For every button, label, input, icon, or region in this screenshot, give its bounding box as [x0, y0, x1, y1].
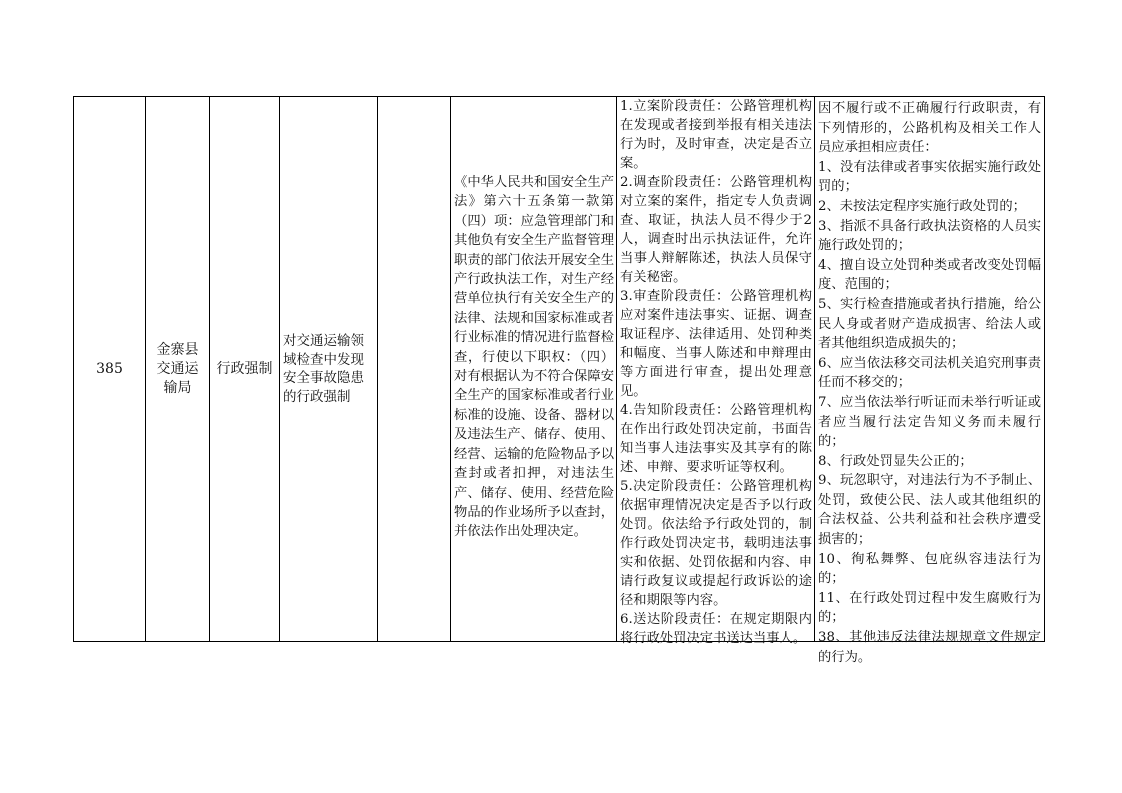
responsibility-item: 2.调查阶段责任：公路管理机构对立案的案件，指定专人负责调查、取证，执法人员不得少于2人，调查时出示执法证件，允许当事人辩解陈述，执法人员保守有关秘密。: [620, 175, 812, 285]
responsibility-cell: [617, 97, 815, 646]
item-name-cell: [280, 97, 378, 641]
accountability-item: 10、徇私舞弊、包庇纵容违法行为的；: [818, 551, 1041, 587]
accountability-item: 3、指派不具备行政执法资格的人员实施行政处罚的；: [818, 218, 1041, 254]
item-name: 对交通运输领域检查中发现安全事故隐患的行政强制: [283, 333, 364, 405]
power-type: 行政强制: [216, 360, 273, 377]
accountability-item: 2、未按法定程序实施行政处罚的；: [818, 198, 1026, 214]
responsibility-item: 4.告知阶段责任：公路管理机构在作出行政处罚决定前，书面告知当事人违法事实及其享有的陈述、申辩、要求听证等权利。: [620, 403, 812, 475]
accountability-item: 4、擅自设立处罚种类或者改变处罚幅度、范围的；: [818, 257, 1041, 293]
department-name: 金寨县交通运输局: [156, 341, 199, 396]
accountability-item: 38、其他违反法律法规规章文件规定的行为。: [818, 630, 1041, 665]
row-number: 385: [96, 360, 123, 377]
accountability-list: [815, 97, 1044, 667]
power-list-table: [73, 96, 1045, 665]
department-cell: [146, 97, 210, 641]
responsibility-item: 6.送达阶段责任：在规定期限内将行政处罚决定书送达当事人。: [620, 612, 812, 646]
responsibility-item: 1.立案阶段责任：公路管理机构在发现或者接到举报有相关违法行为时，及时审查，决定是否立案。: [620, 99, 812, 171]
legal-basis-cell: [451, 97, 617, 641]
responsibility-item: 3.审查阶段责任：公路管理机构应对案件违法事实、证据、调查取证程序、法律适用、处罚种类和幅度、当事人陈述和申辩理由等方面进行审查，提出处理意见。: [620, 289, 812, 399]
responsibility-list: [617, 97, 814, 648]
power-type-cell: [210, 97, 280, 641]
legal-basis-text: 《中华人民共和国安全生产法》第六十五条第一款第（四）项：应急管理部门和其他负有安全生产监督管理职责的部门依法开展安全生产行政执法工作，对生产经营单位执行有关安全生产的法律、法规和国家标准或者行业标准的情况进行监督检查，行使以下职权：（四）对有根据认为不符合保障安全生产的国家标准或者行业标准的设施、设备、器材以及违法生产、储存、使用、经营、运输的危险物品予以查封或者扣押，对违法生产、储存、使用、经营危险物品的作业场所予以查封，并依法作出处理决定。: [454, 175, 614, 540]
accountability-item: 11、在行政处罚过程中发生腐败行为的；: [818, 590, 1041, 626]
accountability-intro: 因不履行或不正确履行行政职责，有下列情形的，公路机构及相关工作人员应承担相应责任：: [818, 101, 1041, 156]
accountability-item: 6、应当依法移交司法机关追究刑事责任而不移交的；: [818, 355, 1041, 391]
accountability-cell: [815, 97, 1044, 665]
accountability-item: 8、行政处罚显失公正的；: [818, 453, 973, 469]
accountability-item: 1、没有法律或者事实依据实施行政处罚的；: [818, 159, 1041, 195]
row-number-cell: [74, 97, 146, 641]
accountability-item: 5、实行检查措施或者执行措施，给公民人身或者财产造成损害、给法人或者其他组织造成损失的；: [818, 296, 1041, 352]
accountability-item: 7、应当依法举行听证而未举行听证或者应当履行法定告知义务而未履行的；: [818, 394, 1041, 450]
empty-cell: [378, 97, 451, 641]
responsibility-item: 5.决定阶段责任：公路管理机构依据审理情况决定是否予以行政处罚。依法给予行政处罚的，制作行政处罚决定书，载明违法事实和依据、处罚依据和内容、申请行政复议或提起行政诉讼的途径和期限等内容。: [620, 479, 812, 608]
accountability-item: 9、玩忽职守，对违法行为不予制止、处罚，致使公民、法人或其他组织的合法权益、公共利益和社会秩序遭受损害的；: [818, 473, 1041, 548]
